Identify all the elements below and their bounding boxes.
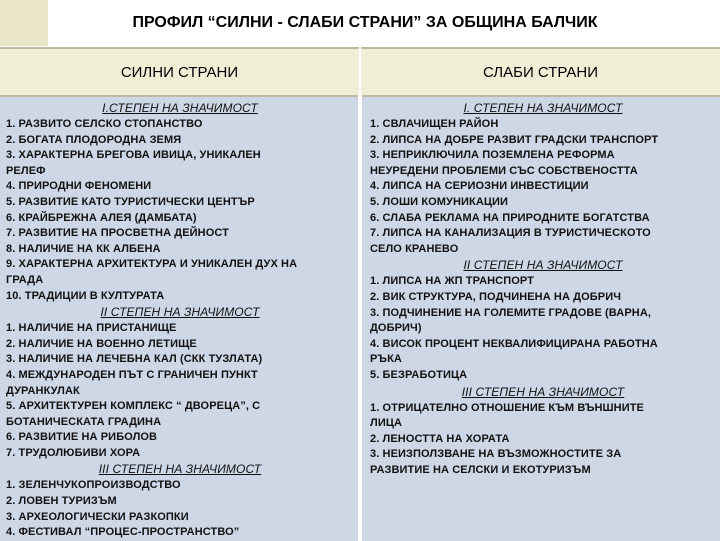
list-item: 2. ЛОВЕН ТУРИЗЪМ [6, 495, 117, 508]
page-title-text: ПРОФИЛ “СИЛНИ - СЛАБИ СТРАНИ” ЗА ОБЩИНА БАЛЧИК [132, 14, 598, 31]
list-item: 1. ЗЕЛЕНЧУКОПРОИЗВОДСТВО [6, 479, 181, 492]
list-item: 1. ЛИПСА НА ЖП ТРАНСПОРТ [370, 275, 534, 288]
list-item: 2. ВИК СТРУКТУРА, ПОДЧИНЕНА НА ДОБРИЧ [370, 290, 622, 303]
strong-header: СИЛНИ СТРАНИ [0, 48, 360, 96]
list-item: СЕЛО КРАНЕВО [370, 242, 459, 255]
list-item: 9. ХАРАКТЕРНА АРХИТЕКТУРА И УНИКАЛЕН ДУХ НА [6, 258, 298, 271]
strong-degree-3-label: III СТЕПЕН НА ЗНАЧИМОСТ [98, 462, 262, 477]
list-item: 2. ЛЕНОСТТА НА ХОРАТА [370, 432, 510, 445]
list-item: ДУРАНКУЛАК [6, 384, 80, 397]
list-item: ДОБРИЧ) [370, 322, 422, 335]
strong-degree-2-list [6, 321, 354, 461]
strong-degree-1-list [6, 117, 354, 304]
weak-degree-2-label: II СТЕПЕН НА ЗНАЧИМОСТ [463, 258, 623, 273]
list-item: БОТАНИЧЕСКАТА ГРАДИНА [6, 415, 162, 428]
strong-degree-3-list [6, 478, 354, 540]
list-item: 1. РАЗВИТО СЕЛСКО СТОПАНСТВО [6, 118, 203, 130]
weak-header: СЛАБИ СТРАНИ [360, 48, 720, 96]
weak-degree-2-list [370, 274, 716, 383]
weak-degree-3-label: III СТЕПЕН НА ЗНАЧИМОСТ [461, 384, 625, 399]
list-item: 5. РАЗВИТИЕ КАТО ТУРИСТИЧЕСКИ ЦЕНТЪР [6, 195, 255, 208]
list-item: 3. ПОДЧИНЕНИЕ НА ГОЛЕМИТЕ ГРАДОВЕ (ВАРНА, [370, 306, 652, 319]
list-item: 2. ЛИПСА НА ДОБРЕ РАЗВИТ ГРАДСКИ ТРАНСПОРТ [370, 133, 659, 146]
list-item: 2. НАЛИЧИЕ НА ВОЕННО ЛЕТИЩЕ [6, 337, 197, 350]
list-item: 4. ЛИПСА НА СЕРИОЗНИ ИНВЕСТИЦИИ [370, 180, 589, 193]
list-item: 4. ФЕСТИВАЛ “ПРОЦЕС-ПРОСТРАНСТВО” [6, 526, 240, 539]
strong-column [0, 96, 360, 541]
list-item: 8. НАЛИЧИЕ НА КК АЛБЕНА [6, 242, 161, 255]
list-item: 5. ЛОШИ КОМУНИКАЦИИ [370, 195, 509, 208]
list-item: 5. БЕЗРАБОТИЦА [370, 368, 468, 381]
strong-degree-2-label: II СТЕПЕН НА ЗНАЧИМОСТ [100, 305, 260, 320]
list-item: РАЗВИТИЕ НА СЕЛСКИ И ЕКОТУРИЗЪМ [370, 463, 591, 476]
list-item: 1. СВЛАЧИЩЕН РАЙОН [370, 118, 499, 130]
list-item: 3. НЕИЗПОЛЗВАНЕ НА ВЪЗМОЖНОСТИТЕ ЗА [370, 448, 622, 461]
list-item: 7. ЛИПСА НА КАНАЛИЗАЦИЯ В ТУРИСТИЧЕСКОТО [370, 227, 651, 240]
weak-column [360, 96, 720, 541]
weak-degree-1-label: I. СТЕПЕН НА ЗНАЧИМОСТ [463, 101, 623, 115]
list-item: 3. НЕПРИКЛЮЧИЛА ПОЗЕМЛЕНА РЕФОРМА [370, 149, 615, 162]
page-title [0, 0, 720, 46]
weak-degree-3-list [370, 401, 716, 479]
list-item: 6. РАЗВИТИЕ НА РИБОЛОВ [6, 431, 158, 444]
list-item: 2. БОГАТА ПЛОДОРОДНА ЗЕМЯ [6, 133, 182, 146]
list-item: 10. ТРАДИЦИИ В КУЛТУРАТА [6, 289, 165, 302]
list-item: 4. МЕЖДУНАРОДЕН ПЪТ С ГРАНИЧЕН ПУНКТ [6, 368, 258, 381]
list-item: 4. ВИСОК ПРОЦЕНТ НЕКВАЛИФИЦИРАНА РАБОТНА [370, 337, 658, 350]
list-item: РЕЛЕФ [6, 164, 46, 177]
list-item: ЛИЦА [370, 417, 403, 430]
list-item: 7. РАЗВИТИЕ НА ПРОСВЕТНА ДЕЙНОСТ [6, 227, 229, 240]
list-item: 3. ХАРАКТЕРНА БРЕГОВА ИВИЦА, УНИКАЛЕН [6, 149, 261, 162]
list-item: РЪКА [370, 353, 402, 366]
list-item: 1. ОТРИЦАТЕЛНО ОТНОШЕНИЕ КЪМ ВЪНШНИТЕ [370, 401, 644, 414]
list-item: 6. СЛАБА РЕКЛАМА НА ПРИРОДНИТЕ БОГАТСТВА [370, 211, 650, 224]
swot-table [0, 47, 720, 541]
list-item: ГРАДА [6, 273, 44, 286]
list-item: НЕУРЕДЕНИ ПРОБЛЕМИ СЪС СОБСТВЕНОСТТА [370, 164, 638, 177]
weak-degree-1-list [370, 117, 716, 257]
strong-degree-1-label: I.СТЕПЕН НА ЗНАЧИМОСТ [102, 101, 258, 115]
list-item: 7. ТРУДОЛЮБИВИ ХОРА [6, 446, 141, 459]
list-item: 4. ПРИРОДНИ ФЕНОМЕНИ [6, 180, 152, 193]
list-item: 3. АРХЕОЛОГИЧЕСКИ РАЗКОПКИ [6, 510, 189, 523]
list-item: 6. КРАЙБРЕЖНА АЛЕЯ (ДАМБАТА) [6, 211, 197, 224]
list-item: 5. АРХИТЕКТУРЕН КОМПЛЕКС “ ДВОРЕЦА”, С [6, 400, 261, 413]
list-item: 3. НАЛИЧИЕ НА ЛЕЧЕБНА КАЛ (СКК ТУЗЛАТА) [6, 353, 263, 366]
list-item: 1. НАЛИЧИЕ НА ПРИСТАНИЩЕ [6, 322, 177, 335]
